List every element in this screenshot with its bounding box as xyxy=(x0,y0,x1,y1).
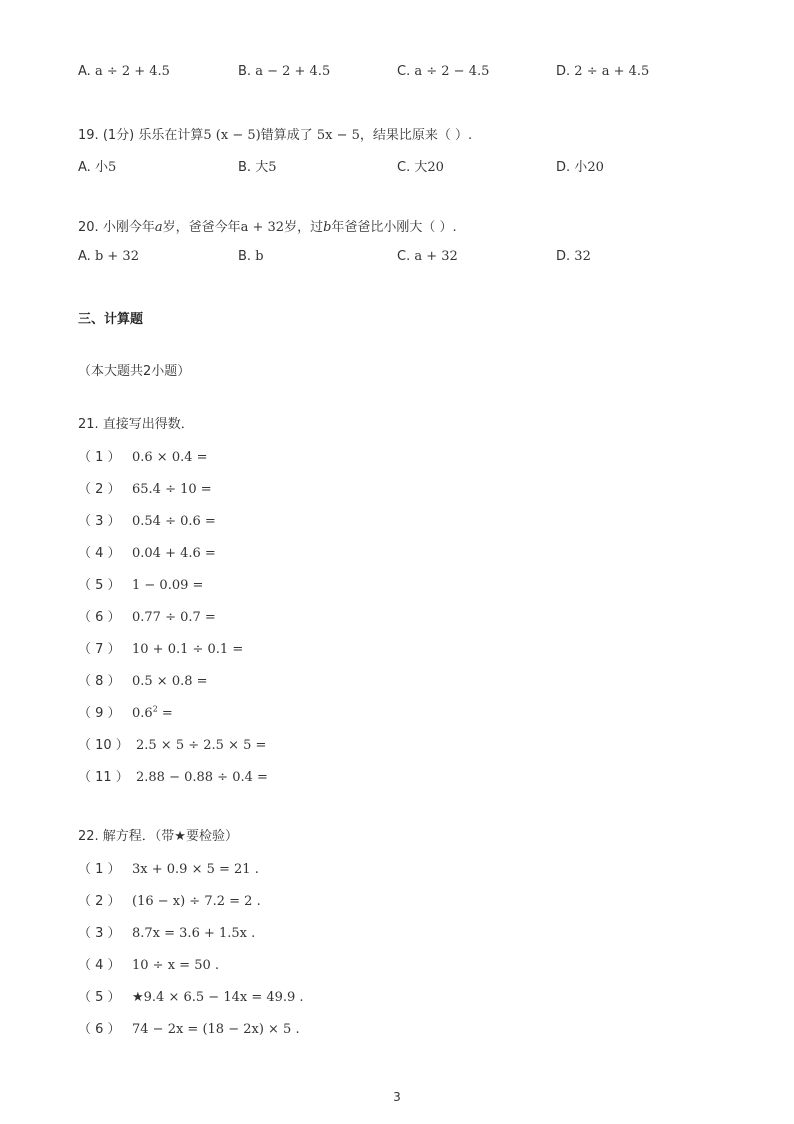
q21-item-7: （ 7 ） 10 + 0.1 ÷ 0.1 = xyxy=(78,642,244,657)
q18-option-b-expr: a − 2 + 4.5 xyxy=(255,64,331,79)
q18-option-d: D. 2 ÷ a + 4.5 xyxy=(556,64,650,79)
q21-item-4: （ 4 ） 0.04 + 4.6 = xyxy=(78,546,216,561)
q21-item-8: （ 8 ） 0.5 × 0.8 = xyxy=(78,674,208,689)
q18-option-d-expr: 2 ÷ a + 4.5 xyxy=(574,64,650,79)
q22-title: 22. 解方程．（带★要检验） xyxy=(78,829,238,844)
q19-option-c: C. 大20 xyxy=(397,160,444,175)
q18-option-b: B. a − 2 + 4.5 xyxy=(238,64,331,79)
q22-item-4: （ 4 ） 10 ÷ x = 50 . xyxy=(78,958,219,973)
q22-item-2: （ 2 ） (16 − x) ÷ 7.2 = 2 . xyxy=(78,894,261,909)
q21-item-6: （ 6 ） 0.77 ÷ 0.7 = xyxy=(78,610,216,625)
q22-item-6: （ 6 ） 74 − 2x = (18 − 2x) × 5 . xyxy=(78,1022,300,1037)
q20-option-d: D. 32 xyxy=(556,249,591,264)
q20-option-a: A. b + 32 xyxy=(78,249,139,264)
q20-option-b: B. b xyxy=(238,249,264,264)
q18-option-a-expr: a ÷ 2 + 4.5 xyxy=(94,64,170,79)
q19-stem: 19. (1分) 乐乐在计算5 (x − 5)错算成了 5x − 5，结果比原来（ ）. xyxy=(78,128,473,143)
q21-item-9: （ 9 ） $0.6^2$ = xyxy=(78,704,173,721)
q19-option-a: A. 小5 xyxy=(78,160,117,175)
q19-option-b: B. 大5 xyxy=(238,160,277,175)
q21-item-5: （ 5 ） 1 − 0.09 = xyxy=(78,578,204,593)
q21-item-2: （ 2 ） 65.4 ÷ 10 = xyxy=(78,482,212,497)
q22-item-5: （ 5 ） ★9.4 × 6.5 − 14x = 49.9 . xyxy=(78,990,304,1005)
section-title: 三、计算题 xyxy=(78,312,144,327)
q18-option-c: C. a ÷ 2 − 4.5 xyxy=(397,64,490,79)
q20-stem: 20. 小刚今年a岁，爸爸今年a + 32岁，过b年爸爸比小刚大（ ）. xyxy=(78,220,457,235)
q22-item-3: （ 3 ） 8.7x = 3.6 + 1.5x . xyxy=(78,926,256,941)
q22-item-1: （ 1 ） 3x + 0.9 × 5 = 21 . xyxy=(78,862,259,877)
q21-item-1: （ 1 ） 0.6 × 0.4 = xyxy=(78,450,208,465)
q21-title: 21. 直接写出得数． xyxy=(78,417,194,432)
section-subtitle: （本大题共2小题） xyxy=(78,364,191,379)
q18-option-c-expr: a ÷ 2 − 4.5 xyxy=(414,64,490,79)
q21-item-3: （ 3 ） 0.54 ÷ 0.6 = xyxy=(78,514,216,529)
q21-item-10: （ 10 ） 2.5 × 5 ÷ 2.5 × 5 = xyxy=(78,738,267,753)
page-number: 3 xyxy=(393,1090,401,1104)
q18-option-a: A. a ÷ 2 + 4.5 xyxy=(78,64,170,79)
q19-option-d: D. 小20 xyxy=(556,160,604,175)
q20-option-c: C. a + 32 xyxy=(397,249,458,264)
q21-item-11: （ 11 ） 2.88 − 0.88 ÷ 0.4 = xyxy=(78,770,268,785)
